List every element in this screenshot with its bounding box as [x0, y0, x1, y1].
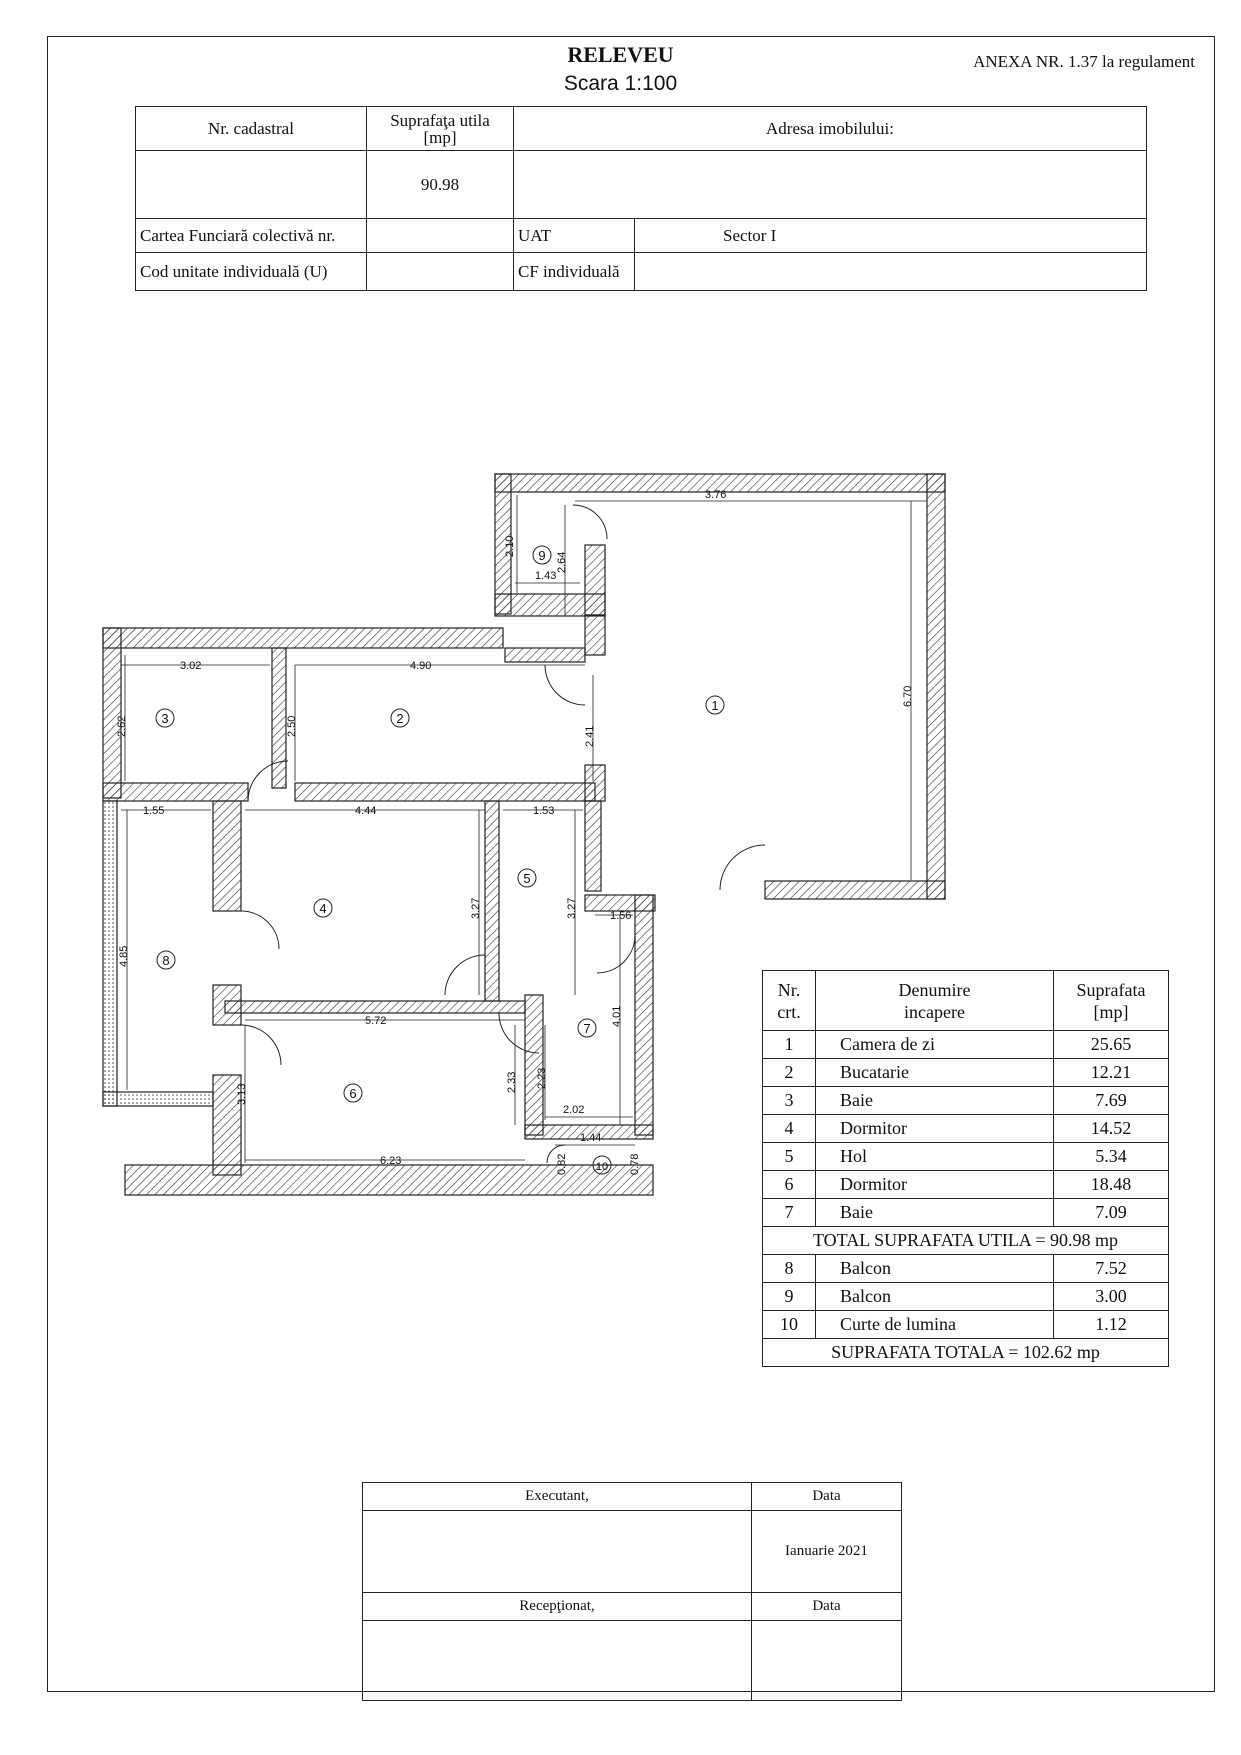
- row-surface: 7.09: [1054, 1199, 1169, 1227]
- dim-4-85: 4.85: [118, 945, 130, 967]
- document-scale: Scara 1:100: [563, 72, 678, 95]
- dim-3-02: 3.02: [180, 660, 202, 672]
- room-9: 9: [538, 548, 546, 563]
- row-nr: 6: [763, 1171, 816, 1199]
- total-surface: SUPRAFATA TOTALA = 102.62 mp: [763, 1339, 1169, 1367]
- table-row: [763, 1143, 1169, 1171]
- rooms-col-name: Denumire incapere: [816, 971, 1054, 1031]
- row-name: Balcon: [816, 1255, 1054, 1283]
- table-row: [763, 1115, 1169, 1143]
- dim-0-82: 0.82: [556, 1153, 568, 1175]
- row-name: Baie: [816, 1087, 1054, 1115]
- row-surface: 1.12: [1054, 1311, 1169, 1339]
- wall-8-4-upper: [213, 801, 241, 911]
- wall-3-2-divider: [272, 648, 286, 788]
- dim-3-27-a: 3.27: [470, 897, 482, 919]
- annex-label: ANEXA NR. 1.37 la regulament: [973, 52, 1195, 71]
- row-name: Baie: [816, 1199, 1054, 1227]
- dim-3-13: 3.13: [236, 1083, 248, 1105]
- cadastral-value: [136, 151, 367, 219]
- row-name: Curte de lumina: [816, 1311, 1054, 1339]
- table-row: [763, 1087, 1169, 1115]
- cf-individuala-value: [635, 253, 1147, 291]
- wall-3-left: [103, 628, 121, 798]
- room-3: 3: [161, 711, 169, 726]
- dim-2-33: 2.33: [506, 1071, 518, 1093]
- dim-2-64: 2.64: [556, 551, 568, 573]
- receptionat-label: Recepţionat,: [363, 1593, 752, 1621]
- dim-2-62: 2.62: [116, 715, 128, 737]
- wall-7-left: [525, 995, 543, 1135]
- row-name: Dormitor: [816, 1115, 1054, 1143]
- dim-1-43: 1.43: [535, 570, 557, 582]
- row-name: Bucatarie: [816, 1059, 1054, 1087]
- dim-2-41: 2.41: [584, 725, 596, 747]
- room-10: 10: [595, 1161, 609, 1173]
- wall-bottom: [125, 1165, 653, 1195]
- wall-2-top-inner: [505, 648, 585, 662]
- rooms-col-nr: Nr. crt.: [763, 971, 816, 1031]
- row-nr: 2: [763, 1059, 816, 1087]
- rooms-table: [762, 970, 1169, 1367]
- row-nr: 9: [763, 1283, 816, 1311]
- wall-8-bottom: [103, 1092, 213, 1106]
- surface-header: Suprafaţa utila [mp]: [367, 107, 514, 151]
- address-header: Adresa imobilului:: [514, 107, 1147, 151]
- signature-table: [362, 1482, 902, 1701]
- dim-5-72: 5.72: [365, 1015, 387, 1027]
- cf-colectiva-value: [367, 219, 514, 253]
- dim-0-78: 0.78: [629, 1153, 641, 1175]
- room-7: 7: [583, 1021, 591, 1036]
- row-surface: 14.52: [1054, 1115, 1169, 1143]
- executant-label: Executant,: [363, 1483, 752, 1511]
- dim-4-01: 4.01: [611, 1005, 623, 1027]
- room-4: 4: [319, 901, 327, 916]
- address-value: [514, 151, 1147, 219]
- dim-3-76: 3.76: [705, 489, 727, 501]
- receptionat-date: [752, 1621, 902, 1701]
- table-row: [763, 1059, 1169, 1087]
- table-row: [763, 1283, 1169, 1311]
- surface-value: 90.98: [367, 151, 514, 219]
- wall-3-2-top: [103, 628, 503, 648]
- uat-label: UAT: [514, 219, 635, 253]
- executant-signature: [363, 1511, 752, 1593]
- cod-unitate-value: [367, 253, 514, 291]
- row-nr: 3: [763, 1087, 816, 1115]
- wall-2-right-upper: [585, 615, 605, 655]
- wall-2-bottom: [295, 783, 595, 801]
- dim-1-55: 1.55: [143, 805, 165, 817]
- room-5: 5: [523, 871, 531, 886]
- row-nr: 8: [763, 1255, 816, 1283]
- dim-1-53: 1.53: [533, 805, 555, 817]
- dim-2-23: 2.23: [536, 1067, 548, 1089]
- dim-2-02: 2.02: [563, 1104, 585, 1116]
- wall-8-left: [103, 801, 117, 1106]
- cod-unitate-label: Cod unitate individuală (U): [136, 253, 367, 291]
- cf-colectiva-label: Cartea Funciară colectivă nr.: [136, 219, 367, 253]
- rooms-col-surface: Suprafata [mp]: [1054, 971, 1169, 1031]
- dim-2-10: 2.10: [504, 535, 516, 557]
- dim-4-44: 4.44: [355, 805, 377, 817]
- wall-7-right: [635, 895, 653, 1135]
- wall-3-bottom: [103, 783, 248, 801]
- date-value: Ianuarie 2021: [752, 1511, 902, 1593]
- dim-6-23: 6.23: [380, 1155, 402, 1167]
- uat-value: Sector I: [635, 219, 1147, 253]
- dim-6-70: 6.70: [902, 685, 914, 707]
- table-row: [763, 1031, 1169, 1059]
- document-title: RELEVEU: [567, 42, 674, 67]
- dim-1-44: 1.44: [580, 1132, 602, 1144]
- total-util: TOTAL SUPRAFATA UTILA = 90.98 mp: [763, 1227, 1169, 1255]
- row-name: Balcon: [816, 1283, 1054, 1311]
- row-name: Camera de zi: [816, 1031, 1054, 1059]
- row-surface: 7.69: [1054, 1087, 1169, 1115]
- dim-2-50: 2.50: [286, 715, 298, 737]
- dim-3-27-b: 3.27: [566, 897, 578, 919]
- dim-4-90: 4.90: [410, 660, 432, 672]
- row-name: Hol: [816, 1143, 1054, 1171]
- table-row: [763, 1311, 1169, 1339]
- wall-1-bottom: [765, 881, 945, 899]
- room-1: 1: [711, 698, 719, 713]
- row-nr: 1: [763, 1031, 816, 1059]
- info-table: [135, 106, 1147, 291]
- wall-4-6: [225, 1001, 525, 1013]
- row-surface: 7.52: [1054, 1255, 1169, 1283]
- row-nr: 4: [763, 1115, 816, 1143]
- table-row: [763, 1199, 1169, 1227]
- row-name: Dormitor: [816, 1171, 1054, 1199]
- row-surface: 5.34: [1054, 1143, 1169, 1171]
- wall-9-right: [585, 545, 605, 615]
- row-nr: 10: [763, 1311, 816, 1339]
- data-label-1: Data: [752, 1483, 902, 1511]
- row-nr: 5: [763, 1143, 816, 1171]
- row-surface: 3.00: [1054, 1283, 1169, 1311]
- cadastral-header: Nr. cadastral: [136, 107, 367, 151]
- dim-1-56: 1.56: [610, 910, 632, 922]
- row-nr: 7: [763, 1199, 816, 1227]
- receptionat-signature: [363, 1621, 752, 1701]
- cf-individuala-label: CF individuală: [514, 253, 635, 291]
- table-row: [763, 1171, 1169, 1199]
- table-row: [763, 1255, 1169, 1283]
- row-surface: 12.21: [1054, 1059, 1169, 1087]
- wall-1-right: [927, 474, 945, 899]
- wall-2-right-lower: [585, 765, 605, 801]
- room-2: 2: [396, 711, 404, 726]
- room-6: 6: [349, 1086, 357, 1101]
- row-surface: 25.65: [1054, 1031, 1169, 1059]
- row-surface: 18.48: [1054, 1171, 1169, 1199]
- room-8: 8: [162, 953, 170, 968]
- wall-5-right: [585, 801, 601, 891]
- wall-4-5: [485, 801, 499, 1001]
- data-label-2: Data: [752, 1593, 902, 1621]
